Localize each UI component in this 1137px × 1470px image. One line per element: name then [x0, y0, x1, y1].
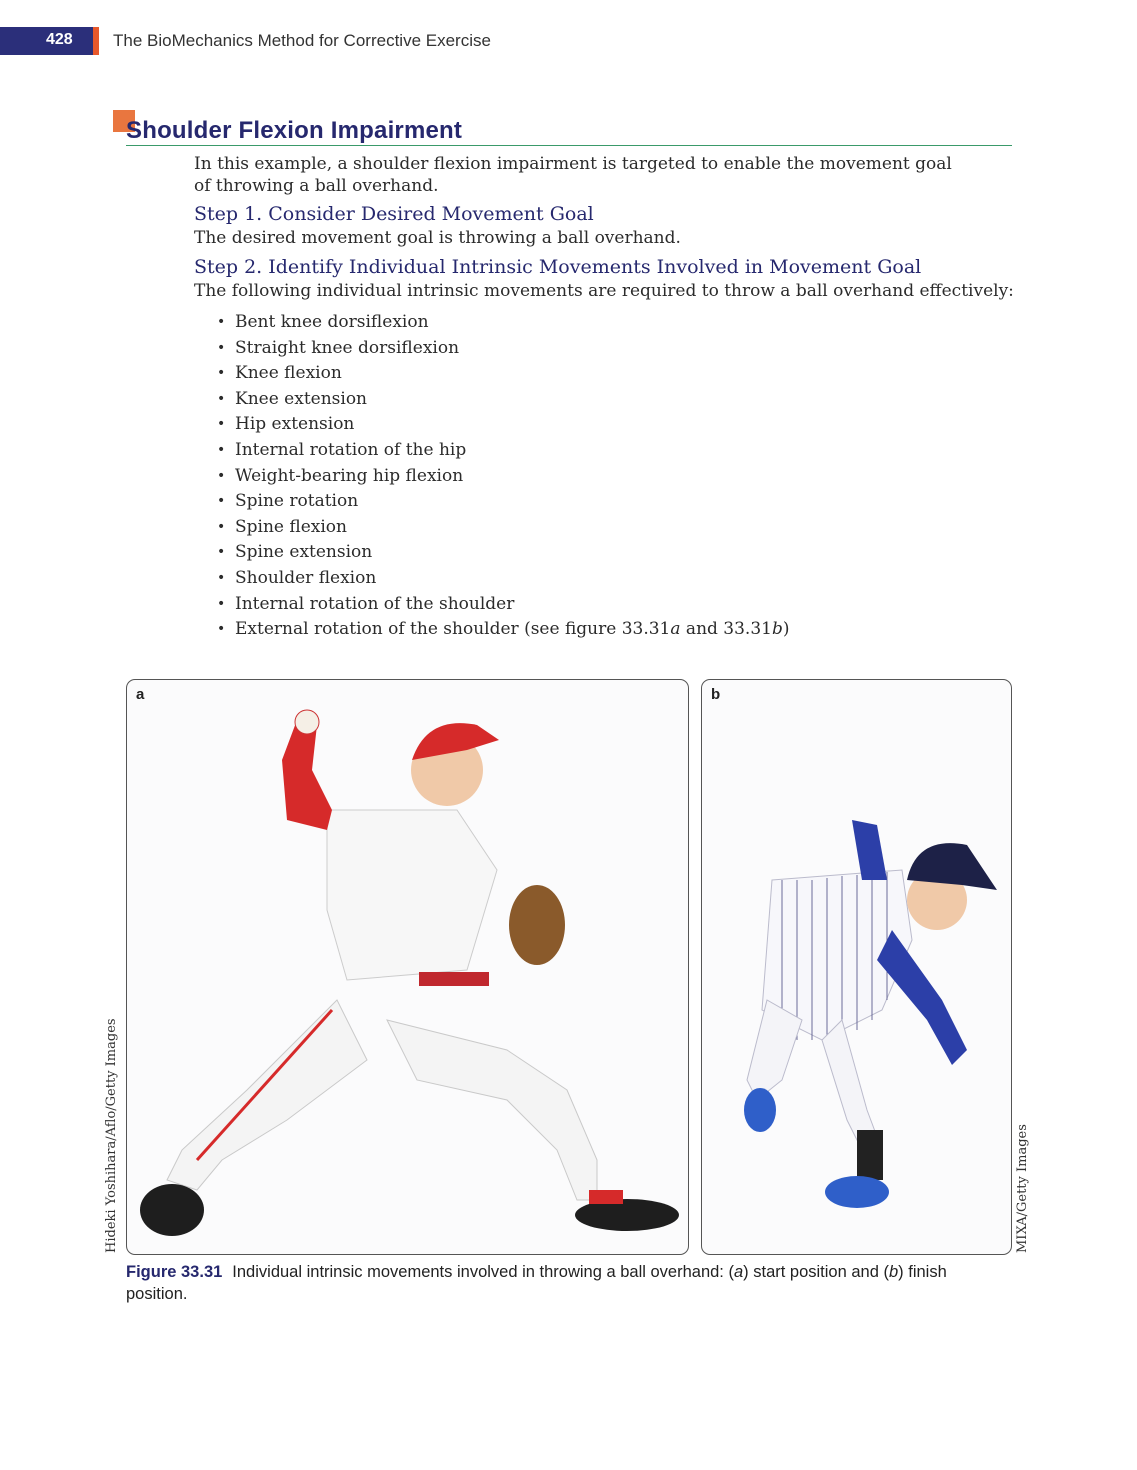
- panel-b-label: b: [711, 686, 721, 703]
- step-1-text: The desired movement goal is throwing a ball overhand.: [194, 228, 681, 248]
- intro-paragraph: In this example, a shoulder flexion impairment is targeted to enable the movement goal of throwing a ball overhand.: [194, 154, 952, 196]
- list-item: • Knee flexion: [217, 363, 342, 384]
- bullet-icon: •: [217, 339, 226, 356]
- bullet-icon: •: [217, 569, 226, 586]
- section-title: Shoulder Flexion Impairment: [126, 117, 463, 144]
- bullet-icon: •: [217, 390, 226, 407]
- list-item: • Spine rotation: [217, 491, 359, 512]
- list-item: • Spine flexion: [217, 516, 347, 537]
- running-title: The BioMechanics Method for Corrective Exercise: [113, 31, 491, 50]
- header-accent: [93, 27, 99, 55]
- section-rule: [126, 145, 1012, 146]
- bullet-icon: •: [217, 544, 226, 561]
- movement-list: [217, 311, 790, 644]
- list-item: • Shoulder flexion: [217, 567, 377, 588]
- bullet-icon: •: [217, 493, 226, 510]
- step-2-text: The following individual intrinsic movements are required to throw a ball overhand effectively:: [194, 281, 1014, 301]
- list-item: • Hip extension: [217, 414, 355, 435]
- list-item: • Weight-bearing hip flexion: [217, 465, 464, 486]
- list-item: • Straight knee dorsiflexion: [217, 337, 460, 358]
- photo-credit-b: MIXA/Getty Images: [1015, 1124, 1030, 1253]
- list-item: • Internal rotation of the shoulder: [217, 593, 515, 614]
- list-item: • Knee extension: [217, 388, 368, 409]
- list-item: • Spine extension: [217, 542, 373, 563]
- pitcher-start-illustration: [127, 680, 688, 1254]
- bullet-icon: •: [217, 621, 226, 638]
- bullet-icon: •: [217, 365, 226, 382]
- figure-panel-b: [701, 679, 1012, 1255]
- bullet-icon: •: [217, 595, 226, 612]
- list-item: • Internal rotation of the hip: [217, 439, 467, 460]
- list-item: • Bent knee dorsiflexion: [217, 312, 429, 332]
- pitcher-finish-illustration: [702, 680, 1011, 1254]
- figure-label: Figure 33.31: [126, 1263, 223, 1281]
- bullet-icon: •: [217, 416, 226, 433]
- figure-panel-a: [126, 679, 689, 1255]
- bullet-icon: •: [217, 467, 226, 484]
- list-item: • External rotation of the shoulder (see figure 33.31a and 33.31b): [217, 619, 790, 640]
- step-2-heading: Step 2. Identify Individual Intrinsic Movements Involved in Movement Goal: [194, 256, 922, 278]
- page-number: 428: [46, 31, 73, 48]
- bullet-icon: •: [217, 518, 226, 535]
- bullet-icon: •: [217, 441, 226, 458]
- bullet-icon: •: [217, 314, 226, 330]
- photo-credit-a: Hideki Yoshihara/Aflo/Getty Images: [104, 1018, 119, 1253]
- figure-caption: Figure 33.31 Individual intrinsic movements involved in throwing a ball overhand: (a) start position and (b) finish position.: [126, 1263, 947, 1303]
- step-1-heading: Step 1. Consider Desired Movement Goal: [194, 203, 594, 225]
- panel-a-label: a: [136, 686, 145, 703]
